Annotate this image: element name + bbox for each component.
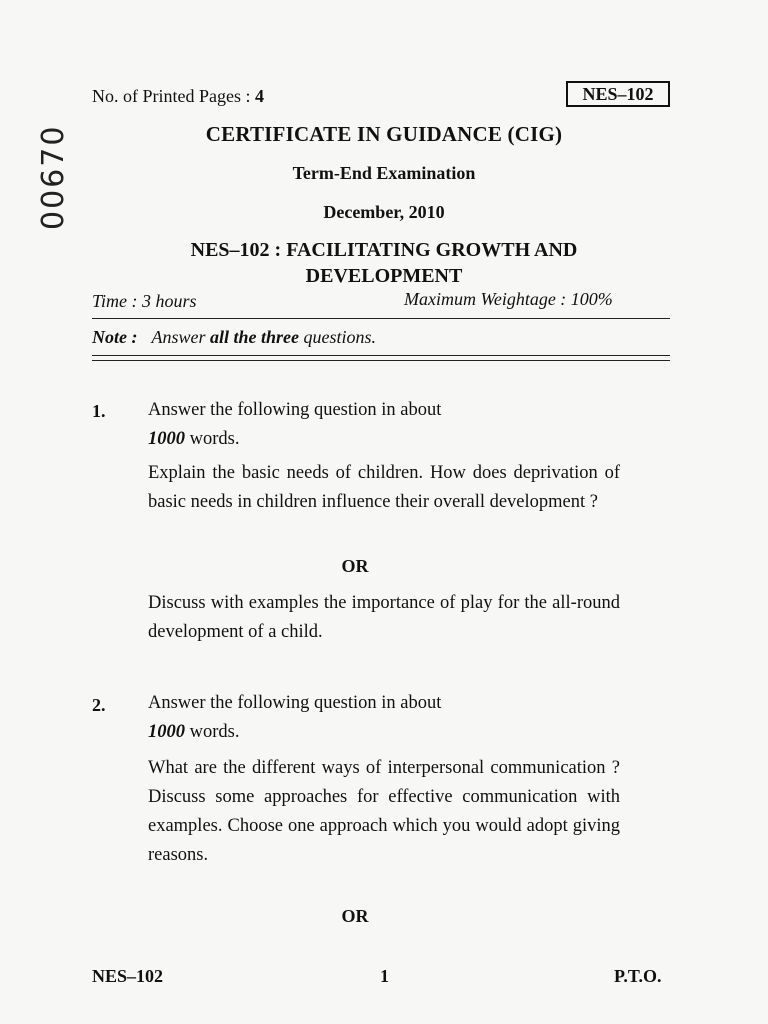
question-1-instruction-line: Answer the following question in about <box>148 400 442 420</box>
question-2-instruction-suffix: words. <box>185 722 240 742</box>
question-2-or: OR <box>341 906 369 926</box>
question-1-part-a: Explain the basic needs of children. How does deprivation of basic needs in children influence their overall development ? <box>148 463 620 512</box>
time-allowed: Time : 3 hours <box>92 291 197 311</box>
note-label: Note : <box>92 327 138 347</box>
exam-title: Term-End Examination <box>292 163 476 183</box>
note <box>92 327 376 348</box>
question-1-or: OR <box>341 556 369 576</box>
question-2-number: 2. <box>92 695 106 715</box>
printed-pages <box>92 86 264 107</box>
question-1-instruction-suffix: words. <box>185 429 240 449</box>
question-2-word-count: 1000 <box>148 722 185 742</box>
course-title-line1: NES–102 : FACILITATING GROWTH AND <box>190 239 578 261</box>
divider-top <box>92 318 670 319</box>
course-title <box>0 237 768 289</box>
note-text-prefix: Answer <box>151 327 210 347</box>
question-1-part-b: Discuss with examples the importance of play for the all-round development of a child. <box>148 593 620 642</box>
question-2-instruction-line: Answer the following question in about <box>148 693 442 713</box>
printed-pages-label: No. of Printed Pages : <box>92 86 255 106</box>
printed-pages-value: 4 <box>254 86 264 106</box>
certificate-title: CERTIFICATE IN GUIDANCE (CIG) <box>205 122 563 146</box>
question-1-instruction <box>148 396 620 454</box>
maximum-weightage: Maximum Weightage : 100% <box>404 289 613 309</box>
note-text-bold: all the three <box>209 327 299 347</box>
footer-page-number: 1 <box>380 966 389 986</box>
footer-pto: P.T.O. <box>614 966 662 986</box>
question-2-instruction <box>148 689 620 747</box>
question-1-word-count: 1000 <box>148 429 185 449</box>
side-serial-number: 00670 <box>36 124 71 230</box>
exam-date: December, 2010 <box>323 202 445 222</box>
question-1-number: 1. <box>92 401 106 421</box>
footer-paper-code: NES–102 <box>92 966 164 986</box>
question-2-part-a: What are the different ways of interpersonal communication ? Discuss some approaches for effective communication with examples. Choose one approach which you would adopt giving reasons. <box>148 758 620 865</box>
course-title-line2: DEVELOPMENT <box>305 265 463 287</box>
note-text-suffix: questions. <box>298 327 376 347</box>
divider-note-2 <box>92 360 670 361</box>
paper-code-box: NES–102 <box>566 81 670 107</box>
divider-note-1 <box>92 355 670 356</box>
